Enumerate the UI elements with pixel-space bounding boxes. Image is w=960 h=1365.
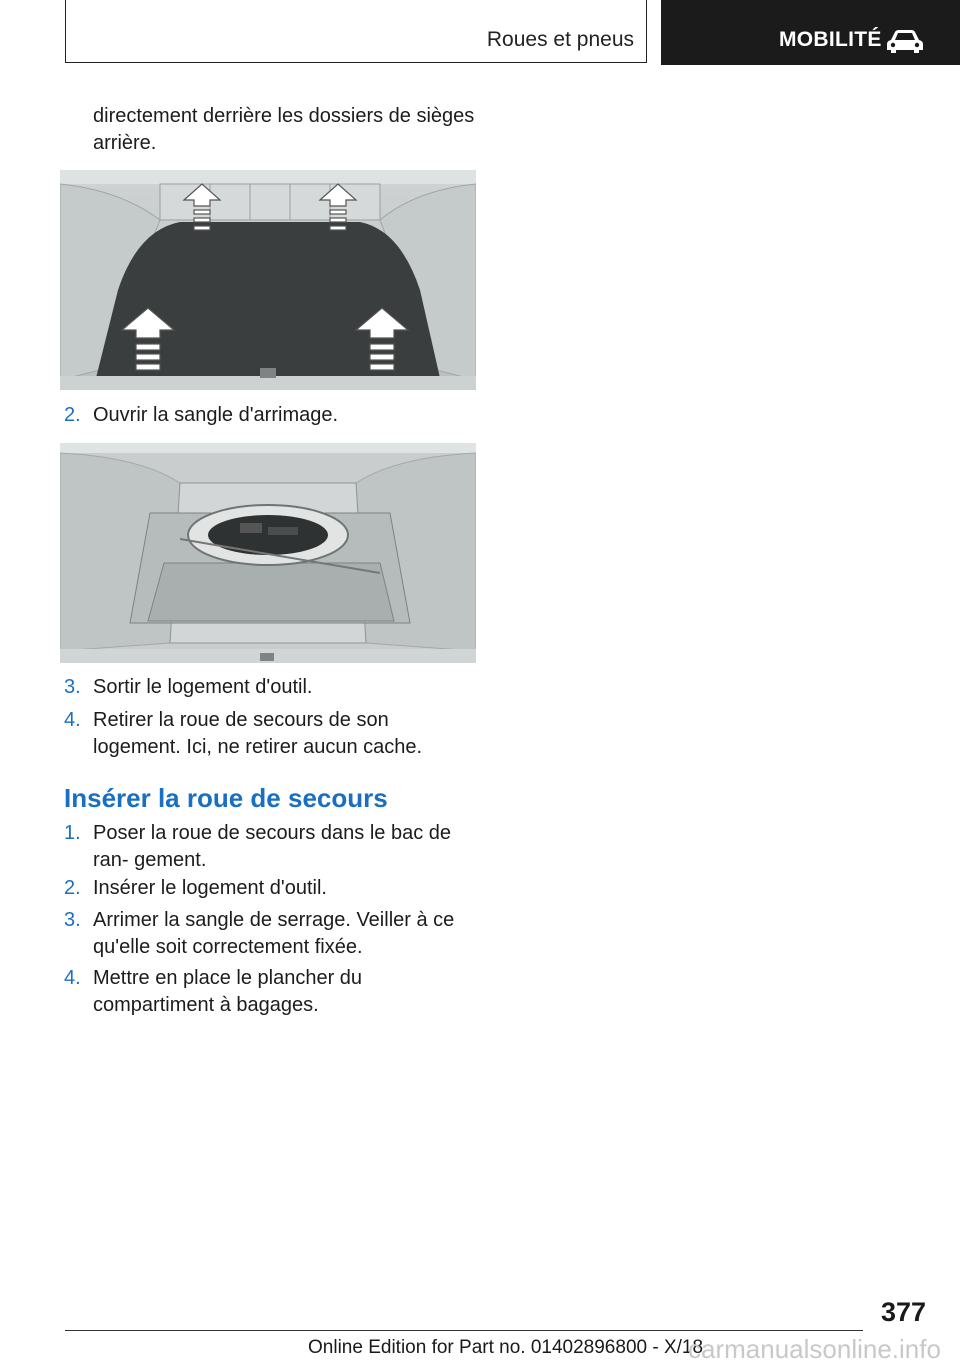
page-number: 377	[880, 1297, 926, 1327]
header-chapter-tab	[661, 0, 960, 65]
step-text: Poser la roue de secours dans le bac de ran‐ gement.	[93, 822, 451, 871]
car-icon	[885, 28, 925, 54]
footer-divider	[65, 1330, 863, 1331]
step-number: 4.	[64, 967, 81, 989]
intro-paragraph: directement derrière les dossiers de sièges arrière.	[93, 105, 475, 154]
watermark-text: carmanualsonline.info	[688, 1334, 941, 1364]
step-text: Retirer la roue de secours de son logement. Ici, ne retirer aucun cache.	[93, 709, 423, 758]
step-text: Arrimer la sangle de serrage. Veiller à ce qu'elle soit correctement fixée.	[93, 909, 455, 958]
footer-edition-text: Online Edition for Part no. 01402896800 - X/18	[308, 1337, 704, 1358]
step-text: Insérer le logement d'outil.	[93, 877, 327, 899]
trunk-floor-arrows-image	[60, 170, 476, 390]
step-number: 4.	[64, 709, 81, 731]
step-text: Mettre en place le plancher du compartiment à bagages.	[93, 967, 363, 1016]
section-heading: Insérer la roue de secours	[64, 783, 388, 813]
step-text: Ouvrir la sangle d'arrimage.	[93, 404, 339, 426]
step-number: 3.	[64, 676, 81, 698]
step-number: 2.	[64, 404, 81, 426]
section-title: Roues et pneus	[486, 28, 634, 51]
step-number: 3.	[64, 909, 81, 931]
chapter-title: MOBILITÉ	[779, 28, 882, 51]
step-number: 1.	[64, 822, 81, 844]
step-number: 2.	[64, 877, 81, 899]
header-section-box	[65, 0, 647, 63]
step-text: Sortir le logement d'outil.	[93, 676, 313, 698]
spare-wheel-well-image	[60, 443, 476, 663]
